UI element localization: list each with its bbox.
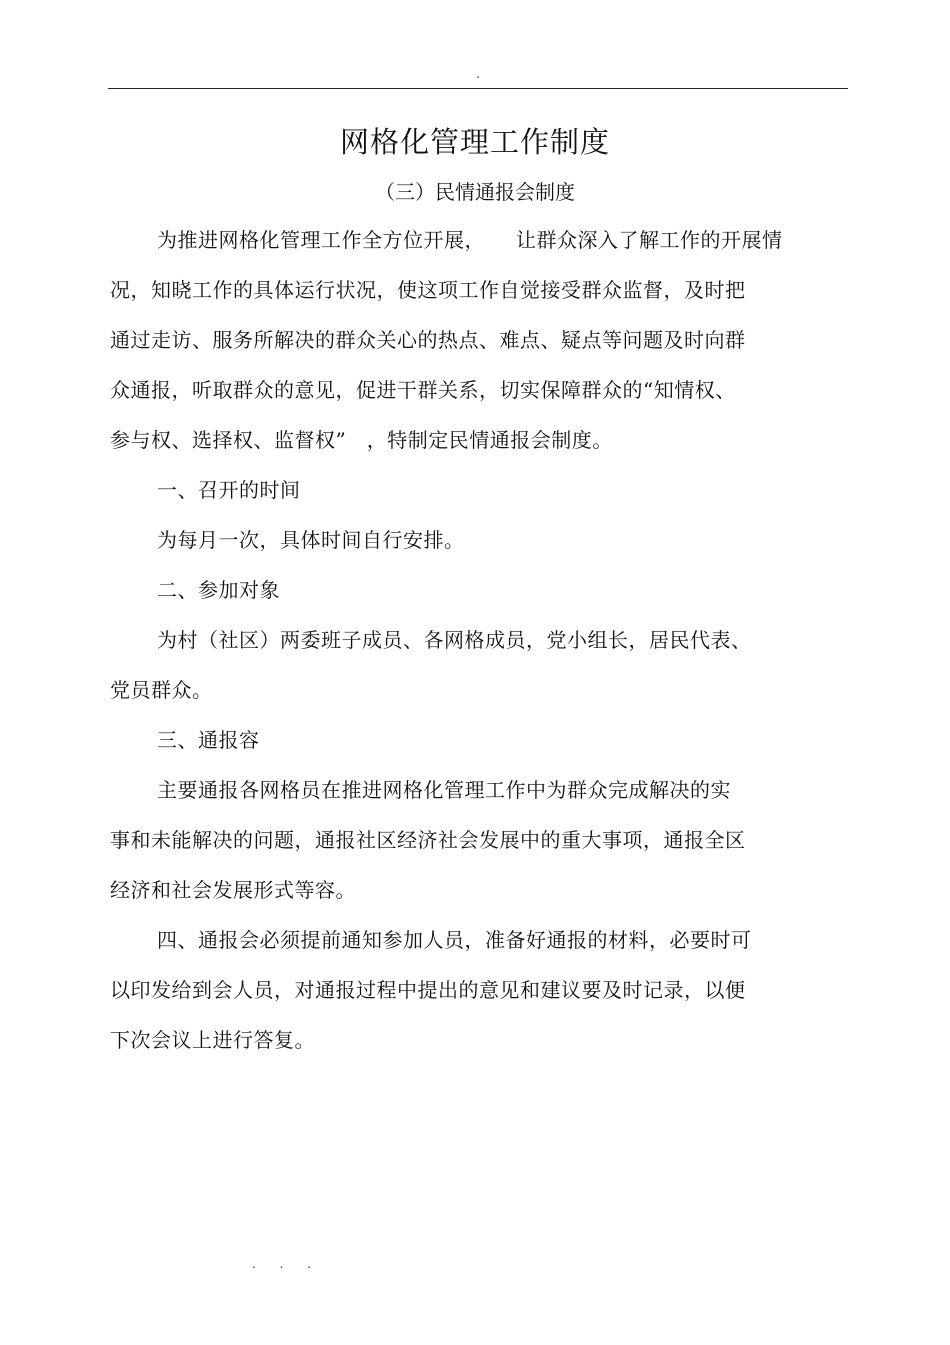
body-line: 为村（社区）两委班子成员、各网格成员，党小组长，居民代表、 [157, 628, 752, 652]
body-line: 下次会议上进行答复。 [110, 1028, 315, 1052]
body-line: 党员群众。 [110, 678, 213, 702]
footer-dots: . . . [252, 1257, 322, 1271]
section-heading: 三、通报容 [157, 728, 260, 752]
body-line: 通过走访、服务所解决的群众关心的热点、难点、疑点等问题及时向群 [110, 328, 746, 352]
body-line: 为推进网格化管理工作全方位开展， 让群众深入了解工作的开展情 [157, 228, 783, 252]
body-line: 众通报，听取群众的意见，促进干群关系，切实保障群众的“知情权、 [110, 378, 736, 402]
document-title: 网格化管理工作制度 [339, 125, 610, 159]
body-line: 经济和社会发展形式等容。 [110, 878, 356, 902]
header-rule [108, 88, 848, 89]
body-line: 参与权、选择权、监督权” ，特制定民情通报会制度。 [110, 428, 613, 452]
body-line: 以印发给到会人员，对通报过程中提出的意见和建议要及时记录，以便 [110, 978, 746, 1002]
body-line: 四、通报会必须提前通知参加人员，准备好通报的材料，必要时可 [157, 928, 752, 952]
header-dot: . [476, 67, 480, 81]
body-line: 事和未能解决的问题，通报社区经济社会发展中的重大事项，通报全区 [110, 828, 746, 852]
body-line: 为每月一次，具体时间自行安排。 [157, 528, 465, 552]
section-heading: 一、召开的时间 [157, 478, 301, 502]
document-subtitle: （三）民情通报会制度 [375, 180, 575, 204]
body-line: 主要通报各网格员在推进网格化管理工作中为群众完成解决的实 [157, 778, 731, 802]
section-heading: 二、参加对象 [157, 578, 280, 602]
body-line: 况，知晓工作的具体运行状况，使这项工作自觉接受群众监督，及时把 [110, 278, 746, 302]
